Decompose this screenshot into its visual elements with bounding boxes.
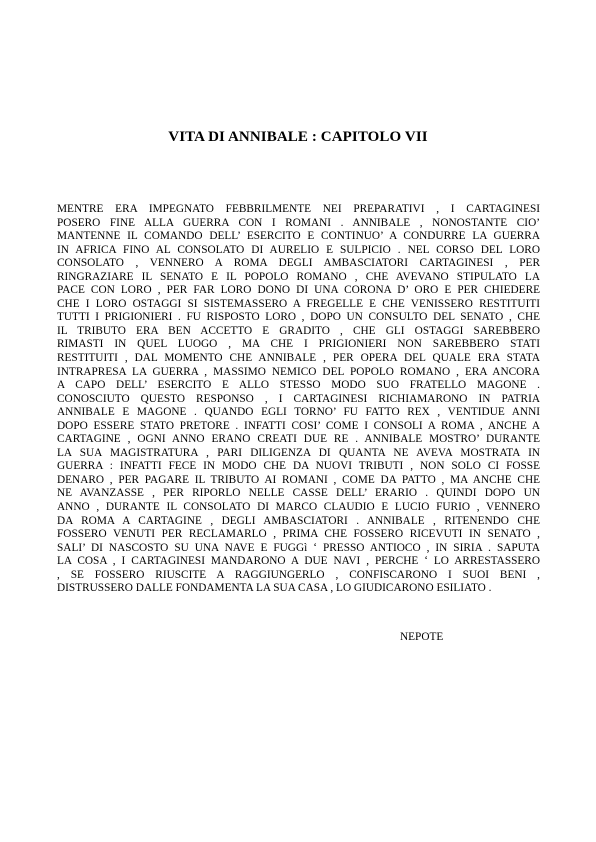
text-line: ANNIBALE E MAGONE . QUANDO EGLI TORNO’ FU FATTO REX , VENTIDUE ANNI: [57, 406, 540, 419]
text-line: LA COSA , I CARTAGINESI MANDARONO A DUE NAVI , PERCHE ‘ LO ARRESTASSERO: [57, 555, 540, 568]
body-paragraph: [57, 203, 540, 596]
text-line: NE AVANZASSE , PER RIPORLO NELLE CASSE DELL’ ERARIO . QUINDI DOPO UN: [57, 487, 540, 500]
text-line: RIMASTI IN QUEL LUOGO , MA CHE I PRIGIONIERI NON SAREBBERO STATI: [57, 338, 540, 351]
text-line: DOPO ESSERE STATO PRETORE . INFATTI COSI’ COME I CONSOLI A ROMA , ANCHE A: [57, 419, 540, 432]
text-line: IL TRIBUTO ERA BEN ACCETTO E GRADITO , CHE GLI OSTAGGI SAREBBERO: [57, 324, 540, 337]
text-line: A CAPO DELL’ ESERCITO E ALLO STESSO MODO SUO FRATELLO MAGONE .: [57, 379, 540, 392]
text-line: LA SUA MAGISTRATURA , PARI DILIGENZA DI QUANTA NE AVEVA MOSTRATA IN: [57, 446, 540, 459]
text-line: RESTITUITI , DAL MOMENTO CHE ANNIBALE , PER OPERA DEL QUALE ERA STATA: [57, 352, 540, 365]
page-title: VITA DI ANNIBALE : CAPITOLO VII: [168, 129, 428, 145]
text-line: ANNO , DURANTE IL CONSOLATO DI MARCO CLAUDIO E LUCIO FURIO , VENNERO: [57, 501, 540, 514]
text-line: TUTTI I PRIGIONIERI . FU RISPOSTO LORO , DOPO UN CONSULTO DEL SENATO , CHE: [57, 311, 540, 324]
text-line: POSERO FINE ALLA GUERRA CON I ROMANI . ANNIBALE , NONOSTANTE CIO’: [57, 216, 540, 229]
text-line: CONOSCIUTO QUESTO RESPONSO , I CARTAGINESI RICHIAMARONO IN PATRIA: [57, 392, 540, 405]
text-line: DENARO , PER PAGARE IL TRIBUTO AI ROMANI , COME DA PATTO , MA ANCHE CHE: [57, 473, 540, 486]
author-signature: NEPOTE: [400, 631, 444, 643]
text-line: GUERRA : INFATTI FECE IN MODO CHE DA NUOVI TRIBUTI , NON SOLO CI FOSSE: [57, 460, 540, 473]
text-line: INTRAPRESA LA GUERRA , MASSIMO NEMICO DEL POPOLO ROMANO , ERA ANCORA: [57, 365, 540, 378]
text-line: RINGRAZIARE IL SENATO E IL POPOLO ROMANO , CHE AVEVANO STIPULATO LA: [57, 270, 540, 283]
text-line: SALI’ DI NASCOSTO SU UNA NAVE E FUGGì ‘ PRESSO ANTIOCO , IN SIRIA . SAPUTA: [57, 541, 540, 554]
text-line: MENTRE ERA IMPEGNATO FEBBRILMENTE NEI PREPARATIVI , I CARTAGINESI: [57, 203, 540, 215]
text-line: CONSOLATO , VENNERO A ROMA DEGLI AMBASCIATORI CARTAGINESI , PER: [57, 257, 540, 270]
text-line: IN AFRICA FINO AL CONSOLATO DI AURELIO E SULPICIO . NEL CORSO DEL LORO: [57, 243, 540, 256]
text-line: CHE I LORO OSTAGGI SI SISTEMASSERO A FREGELLE E CHE VENISSERO RESTITUITI: [57, 297, 540, 310]
text-line: DA ROMA A CARTAGINE , DEGLI AMBASCIATORI . ANNIBALE , RITENENDO CHE: [57, 514, 540, 527]
text-line: PACE CON LORO , PER FAR LORO DONO DI UNA CORONA D’ ORO E PER CHIEDERE: [57, 284, 540, 297]
text-line: , SE FOSSERO RIUSCITE A RAGGIUNGERLO , CONFISCARONO I SUOI BENI ,: [57, 568, 540, 581]
text-line: CARTAGINE , OGNI ANNO ERANO CREATI DUE RE . ANNIBALE MOSTRO’ DURANTE: [57, 433, 540, 446]
text-line: DISTRUSSERO DALLE FONDAMENTA LA SUA CASA , LO GIUDICARONO ESILIATO .: [57, 582, 492, 595]
text-line: MANTENNE IL COMANDO DELL’ ESERCITO E CONTINUO’ A CONDURRE LA GUERRA: [57, 230, 540, 243]
text-line: FOSSERO VENUTI PER RECLAMARLO , PRIMA CHE FOSSERO RICEVUTI IN SENATO ,: [57, 528, 540, 541]
